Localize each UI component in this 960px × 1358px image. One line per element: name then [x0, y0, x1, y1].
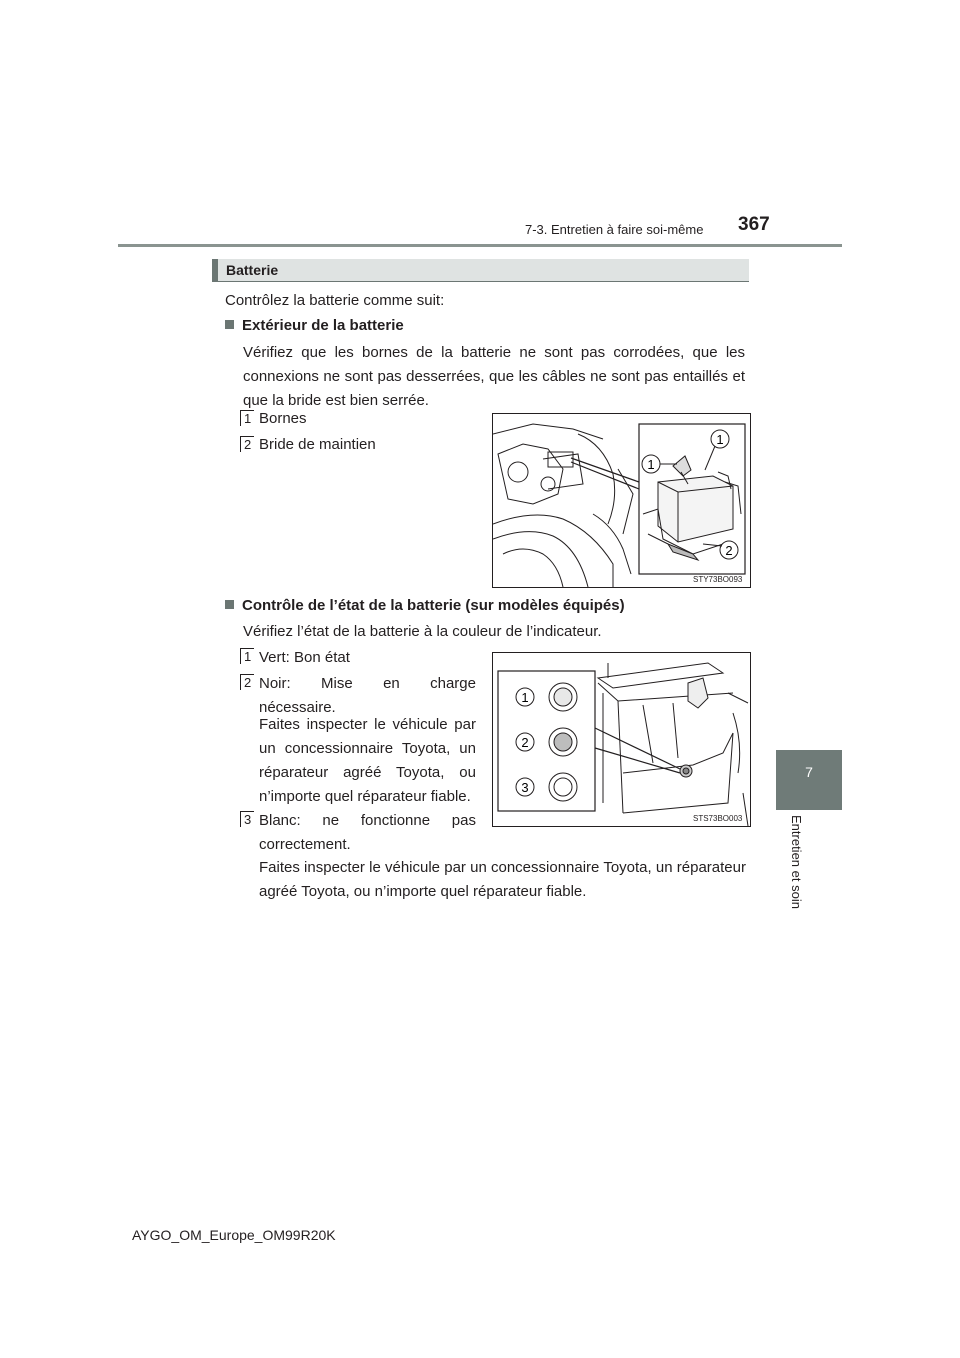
- intro-text: Contrôlez la batterie comme suit:: [225, 292, 445, 309]
- item-note-blanc: Faites inspecter le véhicule par un concessionnaire Toyota, un réparateur agréé Toyota, ou n’importe quel réparateur fiable.: [259, 859, 746, 900]
- title-accent: [212, 259, 218, 281]
- item-label-vert: Vert: Bon état: [259, 649, 350, 666]
- battery-exterior-figure: [492, 413, 751, 588]
- callout-3: 3: [521, 780, 529, 795]
- callout-2: 2: [521, 735, 529, 750]
- callout-1a: 1: [716, 432, 724, 447]
- condition-heading-text: Contrôle de l’état de la batterie (sur modèles équipés): [242, 597, 625, 614]
- item-label-blanc: Blanc: ne fonctionne pas correctement.: [259, 812, 476, 853]
- item-number-2: 2: [240, 674, 254, 690]
- item-label-noir: Noir: Mise en charge nécessaire.: [259, 675, 476, 716]
- condition-body: Vérifiez l’état de la batterie à la couleur de l’indicateur.: [243, 623, 602, 640]
- page-number: 367: [738, 214, 770, 235]
- figure-callouts: [493, 653, 750, 826]
- bullet-square-icon: [225, 600, 234, 609]
- exterior-heading-text: Extérieur de la batterie: [242, 317, 404, 334]
- exterior-heading: [225, 314, 404, 338]
- header-rule: [118, 244, 842, 247]
- figure-code: STY73BO093: [693, 575, 743, 584]
- callout-2: 2: [725, 543, 733, 558]
- section-label: 7-3. Entretien à faire soi-même: [525, 222, 704, 237]
- callout-1b: 1: [647, 457, 655, 472]
- battery-indicator-figure: [492, 652, 751, 827]
- chapter-number: 7: [805, 764, 813, 780]
- callout-1: 1: [521, 690, 529, 705]
- title-underline: [212, 281, 749, 282]
- chapter-title: [786, 815, 804, 955]
- section-title-bar: [212, 259, 749, 281]
- figure-callouts: [493, 414, 750, 587]
- chapter-title-text: Entretien et soin: [789, 815, 804, 909]
- item-number-2: 2: [240, 436, 254, 452]
- condition-heading: [225, 594, 625, 618]
- bullet-square-icon: [225, 320, 234, 329]
- chapter-tab: [776, 750, 842, 810]
- item-note-noir: Faites inspecter le véhicule par un concessionnaire Toyota, un réparateur agréé Toyota, ou n’importe quel réparateur fiable.: [259, 716, 476, 805]
- item-number-3: 3: [240, 811, 254, 827]
- figure-code: STS73BO003: [693, 814, 743, 823]
- exterior-body: Vérifiez que les bornes de la batterie ne sont pas corrodées, que les connexions ne sont pas desserrées, que les câbles ne sont pas entaillés et que la bride est bien serrée.: [243, 344, 745, 409]
- section-title: Batterie: [226, 262, 279, 278]
- footer-code: AYGO_OM_Europe_OM99R20K: [132, 1227, 336, 1243]
- item-number-1: 1: [240, 648, 254, 664]
- item-label-bride: Bride de maintien: [259, 436, 376, 453]
- item-number-1: 1: [240, 410, 254, 426]
- item-label-bornes: Bornes: [259, 410, 307, 427]
